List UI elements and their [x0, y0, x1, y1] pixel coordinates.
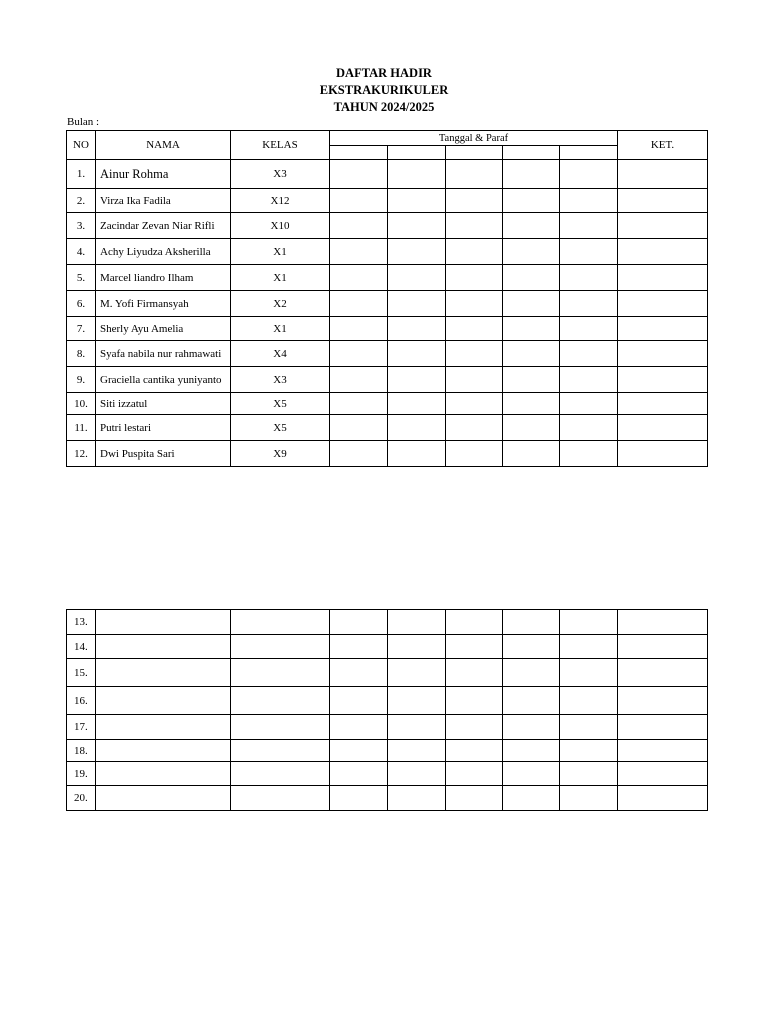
student-name	[96, 659, 231, 687]
paraf-cell-1	[330, 786, 388, 811]
table-row	[67, 687, 708, 715]
student-class	[231, 610, 330, 635]
student-name: Marcel liandro Ilham	[96, 265, 231, 291]
student-class: X1	[231, 265, 330, 291]
table-row	[67, 659, 708, 687]
table-row	[67, 341, 708, 367]
paraf-cell-1	[330, 610, 388, 635]
header-row	[67, 131, 708, 146]
paraf-cell-1	[330, 393, 388, 415]
paraf-cell-4	[503, 393, 560, 415]
row-number: 8.	[67, 341, 96, 367]
paraf-cell-5	[560, 715, 618, 740]
paraf-cell-2	[388, 715, 446, 740]
student-name: Ainur Rohma	[96, 160, 231, 189]
paraf-cell-5	[560, 659, 618, 687]
paraf-cell-2	[388, 740, 446, 762]
student-class	[231, 687, 330, 715]
paraf-cell-4	[503, 610, 560, 635]
student-class: X1	[231, 317, 330, 341]
paraf-cell-2	[388, 635, 446, 659]
table-row	[67, 239, 708, 265]
row-number: 15.	[67, 659, 96, 687]
paraf-cell-5	[560, 291, 618, 317]
document-title-line2: EKSTRAKURIKULER	[319, 83, 449, 97]
paraf-cell-3	[446, 762, 503, 786]
student-name: Putri lestari	[96, 415, 231, 441]
paraf-cell-3	[446, 687, 503, 715]
paraf-cell-2	[388, 317, 446, 341]
attendance-table	[66, 130, 708, 467]
paraf-cell-5	[560, 393, 618, 415]
paraf-cell-2	[388, 659, 446, 687]
row-number: 13.	[67, 610, 96, 635]
paraf-cell-4	[503, 786, 560, 811]
row-number: 14.	[67, 635, 96, 659]
student-class: X10	[231, 213, 330, 239]
paraf-cell-3	[446, 610, 503, 635]
paraf-cell-3	[446, 239, 503, 265]
keterangan-cell	[618, 367, 708, 393]
paraf-cell-3	[446, 213, 503, 239]
student-class: X12	[231, 189, 330, 213]
paraf-cell-5	[560, 213, 618, 239]
attendance-table-continued	[66, 609, 708, 811]
paraf-cell-1	[330, 317, 388, 341]
paraf-cell-5	[560, 239, 618, 265]
student-name	[96, 715, 231, 740]
keterangan-cell	[618, 189, 708, 213]
keterangan-cell	[618, 762, 708, 786]
paraf-cell-2	[388, 367, 446, 393]
date-column-4	[503, 146, 560, 160]
paraf-cell-3	[446, 659, 503, 687]
paraf-cell-4	[503, 160, 560, 189]
paraf-cell-2	[388, 213, 446, 239]
student-name	[96, 610, 231, 635]
paraf-cell-4	[503, 740, 560, 762]
table-row	[67, 160, 708, 189]
student-name	[96, 786, 231, 811]
student-name: Siti izzatul	[96, 393, 231, 415]
table-row	[67, 762, 708, 786]
paraf-cell-5	[560, 189, 618, 213]
keterangan-cell	[618, 441, 708, 467]
table-row	[67, 635, 708, 659]
row-number: 6.	[67, 291, 96, 317]
paraf-cell-4	[503, 239, 560, 265]
paraf-cell-2	[388, 786, 446, 811]
keterangan-cell	[618, 213, 708, 239]
paraf-cell-1	[330, 762, 388, 786]
paraf-cell-4	[503, 367, 560, 393]
paraf-cell-3	[446, 317, 503, 341]
attendance-table-body	[67, 131, 708, 467]
row-number: 1.	[67, 160, 96, 189]
paraf-cell-4	[503, 715, 560, 740]
paraf-cell-1	[330, 265, 388, 291]
student-class	[231, 740, 330, 762]
row-number: 9.	[67, 367, 96, 393]
student-name	[96, 635, 231, 659]
date-column-3	[446, 146, 503, 160]
paraf-cell-3	[446, 291, 503, 317]
paraf-cell-5	[560, 265, 618, 291]
paraf-cell-3	[446, 367, 503, 393]
paraf-cell-2	[388, 415, 446, 441]
paraf-cell-2	[388, 610, 446, 635]
document-title-line1: DAFTAR HADIR	[336, 66, 432, 80]
paraf-cell-2	[388, 239, 446, 265]
paraf-cell-4	[503, 762, 560, 786]
keterangan-cell	[618, 415, 708, 441]
student-name: M. Yofi Firmansyah	[96, 291, 231, 317]
paraf-cell-4	[503, 659, 560, 687]
table-row	[67, 213, 708, 239]
table-row	[67, 291, 708, 317]
header-kelas: KELAS	[231, 131, 330, 160]
paraf-cell-5	[560, 317, 618, 341]
table-row	[67, 715, 708, 740]
student-class: X9	[231, 441, 330, 467]
date-column-5	[560, 146, 618, 160]
paraf-cell-5	[560, 367, 618, 393]
paraf-cell-1	[330, 415, 388, 441]
student-class: X4	[231, 341, 330, 367]
paraf-cell-1	[330, 740, 388, 762]
paraf-cell-1	[330, 239, 388, 265]
paraf-cell-3	[446, 265, 503, 291]
paraf-cell-2	[388, 265, 446, 291]
keterangan-cell	[618, 317, 708, 341]
student-name	[96, 687, 231, 715]
table-row	[67, 786, 708, 811]
date-column-1	[330, 146, 388, 160]
paraf-cell-2	[388, 393, 446, 415]
paraf-cell-4	[503, 635, 560, 659]
row-number: 17.	[67, 715, 96, 740]
paraf-cell-2	[388, 189, 446, 213]
paraf-cell-1	[330, 367, 388, 393]
paraf-cell-4	[503, 415, 560, 441]
paraf-cell-5	[560, 740, 618, 762]
row-number: 19.	[67, 762, 96, 786]
keterangan-cell	[618, 393, 708, 415]
student-name: Zacindar Zevan Niar Rifli	[96, 213, 231, 239]
student-class: X5	[231, 415, 330, 441]
paraf-cell-5	[560, 687, 618, 715]
paraf-cell-5	[560, 762, 618, 786]
keterangan-cell	[618, 659, 708, 687]
date-column-2	[388, 146, 446, 160]
student-name: Syafa nabila nur rahmawati	[96, 341, 231, 367]
table-row	[67, 441, 708, 467]
keterangan-cell	[618, 341, 708, 367]
paraf-cell-2	[388, 341, 446, 367]
paraf-cell-5	[560, 635, 618, 659]
row-number: 2.	[67, 189, 96, 213]
keterangan-cell	[618, 291, 708, 317]
paraf-cell-3	[446, 786, 503, 811]
row-number: 10.	[67, 393, 96, 415]
row-number: 18.	[67, 740, 96, 762]
keterangan-cell	[618, 239, 708, 265]
header-nama: NAMA	[96, 131, 231, 160]
keterangan-cell	[618, 265, 708, 291]
paraf-cell-5	[560, 415, 618, 441]
table-row	[67, 393, 708, 415]
paraf-cell-4	[503, 213, 560, 239]
paraf-cell-2	[388, 160, 446, 189]
student-name	[96, 762, 231, 786]
paraf-cell-1	[330, 441, 388, 467]
table-row	[67, 265, 708, 291]
paraf-cell-1	[330, 687, 388, 715]
header-ket: KET.	[618, 131, 708, 160]
keterangan-cell	[618, 160, 708, 189]
paraf-cell-3	[446, 635, 503, 659]
student-name: Graciella cantika yuniyanto	[96, 367, 231, 393]
student-name: Sherly Ayu Amelia	[96, 317, 231, 341]
table-row	[67, 317, 708, 341]
paraf-cell-4	[503, 291, 560, 317]
paraf-cell-3	[446, 740, 503, 762]
paraf-cell-1	[330, 160, 388, 189]
student-class: X5	[231, 393, 330, 415]
student-class	[231, 715, 330, 740]
paraf-cell-1	[330, 715, 388, 740]
student-name: Virza Ika Fadila	[96, 189, 231, 213]
paraf-cell-2	[388, 291, 446, 317]
paraf-cell-3	[446, 341, 503, 367]
table-row	[67, 740, 708, 762]
paraf-cell-5	[560, 160, 618, 189]
paraf-cell-4	[503, 341, 560, 367]
student-class	[231, 659, 330, 687]
paraf-cell-1	[330, 213, 388, 239]
row-number: 5.	[67, 265, 96, 291]
paraf-cell-4	[503, 687, 560, 715]
student-class	[231, 762, 330, 786]
paraf-cell-1	[330, 291, 388, 317]
header-no: NO	[67, 131, 96, 160]
paraf-cell-4	[503, 265, 560, 291]
student-class	[231, 635, 330, 659]
paraf-cell-3	[446, 393, 503, 415]
row-number: 12.	[67, 441, 96, 467]
student-class: X2	[231, 291, 330, 317]
student-name: Dwi Puspita Sari	[96, 441, 231, 467]
header-tanggal-paraf: Tanggal & Paraf	[330, 131, 618, 146]
paraf-cell-4	[503, 189, 560, 213]
paraf-cell-5	[560, 610, 618, 635]
student-name	[96, 740, 231, 762]
keterangan-cell	[618, 635, 708, 659]
table-row	[67, 367, 708, 393]
keterangan-cell	[618, 610, 708, 635]
row-number: 7.	[67, 317, 96, 341]
row-number: 20.	[67, 786, 96, 811]
row-number: 4.	[67, 239, 96, 265]
paraf-cell-1	[330, 189, 388, 213]
paraf-cell-1	[330, 341, 388, 367]
student-class: X3	[231, 160, 330, 189]
table-row	[67, 610, 708, 635]
paraf-cell-4	[503, 441, 560, 467]
row-number: 16.	[67, 687, 96, 715]
paraf-cell-4	[503, 317, 560, 341]
student-class: X3	[231, 367, 330, 393]
row-number: 11.	[67, 415, 96, 441]
row-number: 3.	[67, 213, 96, 239]
paraf-cell-3	[446, 441, 503, 467]
paraf-cell-3	[446, 415, 503, 441]
table-row	[67, 189, 708, 213]
paraf-cell-5	[560, 341, 618, 367]
table-row	[67, 415, 708, 441]
paraf-cell-3	[446, 189, 503, 213]
paraf-cell-2	[388, 687, 446, 715]
keterangan-cell	[618, 687, 708, 715]
keterangan-cell	[618, 740, 708, 762]
paraf-cell-5	[560, 441, 618, 467]
paraf-cell-3	[446, 715, 503, 740]
keterangan-cell	[618, 786, 708, 811]
attendance-table-continued-body	[67, 610, 708, 811]
paraf-cell-2	[388, 441, 446, 467]
paraf-cell-2	[388, 762, 446, 786]
keterangan-cell	[618, 715, 708, 740]
student-class: X1	[231, 239, 330, 265]
document-title-line3: TAHUN 2024/2025	[333, 100, 435, 114]
paraf-cell-3	[446, 160, 503, 189]
bulan-label: Bulan :	[67, 116, 100, 128]
paraf-cell-5	[560, 786, 618, 811]
student-class	[231, 786, 330, 811]
paraf-cell-1	[330, 635, 388, 659]
student-name: Achy Liyudza Aksherilla	[96, 239, 231, 265]
paraf-cell-1	[330, 659, 388, 687]
